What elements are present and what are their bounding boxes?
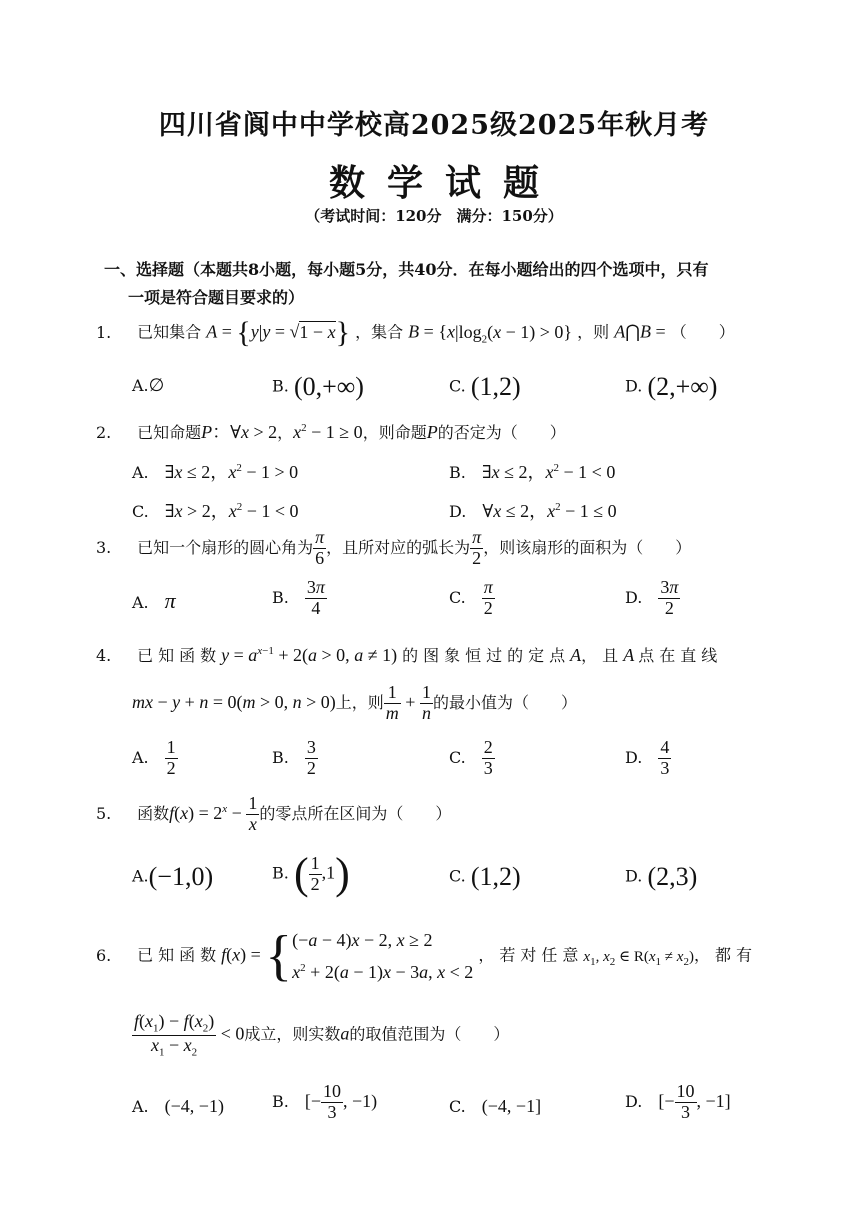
q6-option-b[interactable]: B. [− $\frac{10}{3}$ , −1) — [272, 1081, 378, 1122]
question-6: 6. 已知函数f(x) = { (−a − 4)x − 2, x ≥ 2 $x^2 + 2(a - 1)x - 3a$, x < 2 ，若对任意$x_1$, $x_2$ ∈ $R(x_1 \ne x_2)$，都有 — [96, 925, 757, 987]
q5-option-c[interactable]: C. (1,2) — [449, 862, 521, 891]
math-expr: A — [206, 321, 218, 342]
q6-option-d[interactable]: D. [− $\frac{10}{3}$ , −1] — [625, 1081, 731, 1122]
q5-option-d[interactable]: D. (2,3) — [625, 862, 698, 891]
q1-option-d[interactable]: D. (2,+∞) — [625, 372, 718, 401]
q5-option-a[interactable]: A.(−1,0) — [132, 862, 214, 891]
question-2: 2. 已知命题P：∀x > 2，$x^2 - 1 \ge 0$，则命题P的否定为（ ） — [96, 422, 566, 442]
question-1: 1. 已知集合 A = {y|y = √1 − x} ，集合 $B = \{x|\log_2(x - 1) > 0\}$ ，则 A⋂B = （ ） — [96, 316, 735, 349]
q2-option-c[interactable]: C. ∃x > 2，$x^2 - 1 < 0$ — [132, 501, 299, 521]
q6-option-a[interactable]: A. (−4, −1) — [132, 1096, 224, 1116]
question-3: 3. 已知一个扇形的圆心角为 $\frac{\pi}{6}$ ，且所对应的弧长为 $\frac{\pi}{2}$ ，则该扇形的面积为（ ） — [96, 527, 692, 568]
q4-option-a[interactable]: A. $\frac{1}{2}$ — [132, 737, 176, 778]
q3-option-a[interactable]: A. π — [132, 588, 176, 613]
q4-option-b[interactable]: B. $\frac{3}{2}$ — [272, 737, 316, 778]
q3-option-b[interactable]: B. $\frac{3\pi}{4}$ — [272, 577, 325, 618]
exam-title: 四川省阆中中学校高2025级2025年秋月考 — [158, 110, 710, 141]
q5-option-b[interactable]: B. ( $\frac{1}{2}$ ,1) — [272, 849, 350, 898]
q1-option-a[interactable]: A.∅ — [132, 375, 165, 395]
q3-option-d[interactable]: D. $\frac{3\pi}{2}$ — [625, 577, 679, 618]
question-5: 5. 函数$f(x) = 2^x$ − $\frac{1}{x}$ 的零点所在区间为（ ） — [96, 793, 452, 834]
question-4-cont: mx − y + n = 0(m > 0, n > 0)上，则 $\frac{1}{m}$ + $\frac{1}{n}$ 的最小值为（ ） — [132, 682, 577, 723]
q1-option-b[interactable]: B. (0,+∞) — [272, 372, 364, 401]
question-4: 4. 已知函数$y = a^{x-1} + 2(a > 0$, a ≠ 1) 的图象恒过的定点A，且A 点在直线 — [96, 645, 723, 665]
q2-option-b[interactable]: B. ∃x ≤ 2，$x^2 - 1 < 0$ — [449, 462, 616, 482]
q2-option-a[interactable]: A. ∃x ≤ 2，$x^2 - 1 > 0$ — [132, 462, 299, 482]
q3-option-c[interactable]: C. $\frac{\pi}{2}$ — [449, 577, 493, 618]
q1-option-c[interactable]: C. (1,2) — [449, 372, 521, 401]
exam-info: （考试时间：120分 满分：150分） — [305, 207, 563, 225]
q6-option-c[interactable]: C. (−4, −1] — [449, 1096, 542, 1116]
section-heading: 一、选择题（本题共8小题，每小题5分，共40分．在每小题给出的四个选项中，只有 一项是符合题目要求的） — [104, 260, 709, 307]
subject-title: 数学试题 — [328, 162, 561, 204]
q4-option-c[interactable]: C. $\frac{2}{3}$ — [449, 737, 493, 778]
q2-option-d[interactable]: D. ∀x ≤ 2，$x^2 - 1 \le 0$ — [449, 501, 617, 521]
q4-option-d[interactable]: D. $\frac{4}{3}$ — [625, 737, 670, 778]
question-6-cont: $\frac{f(x_1) - f(x_2)}{x_1 - x_2}$ < 0成立，则实数a的取值范围为（ ） — [134, 1011, 510, 1059]
